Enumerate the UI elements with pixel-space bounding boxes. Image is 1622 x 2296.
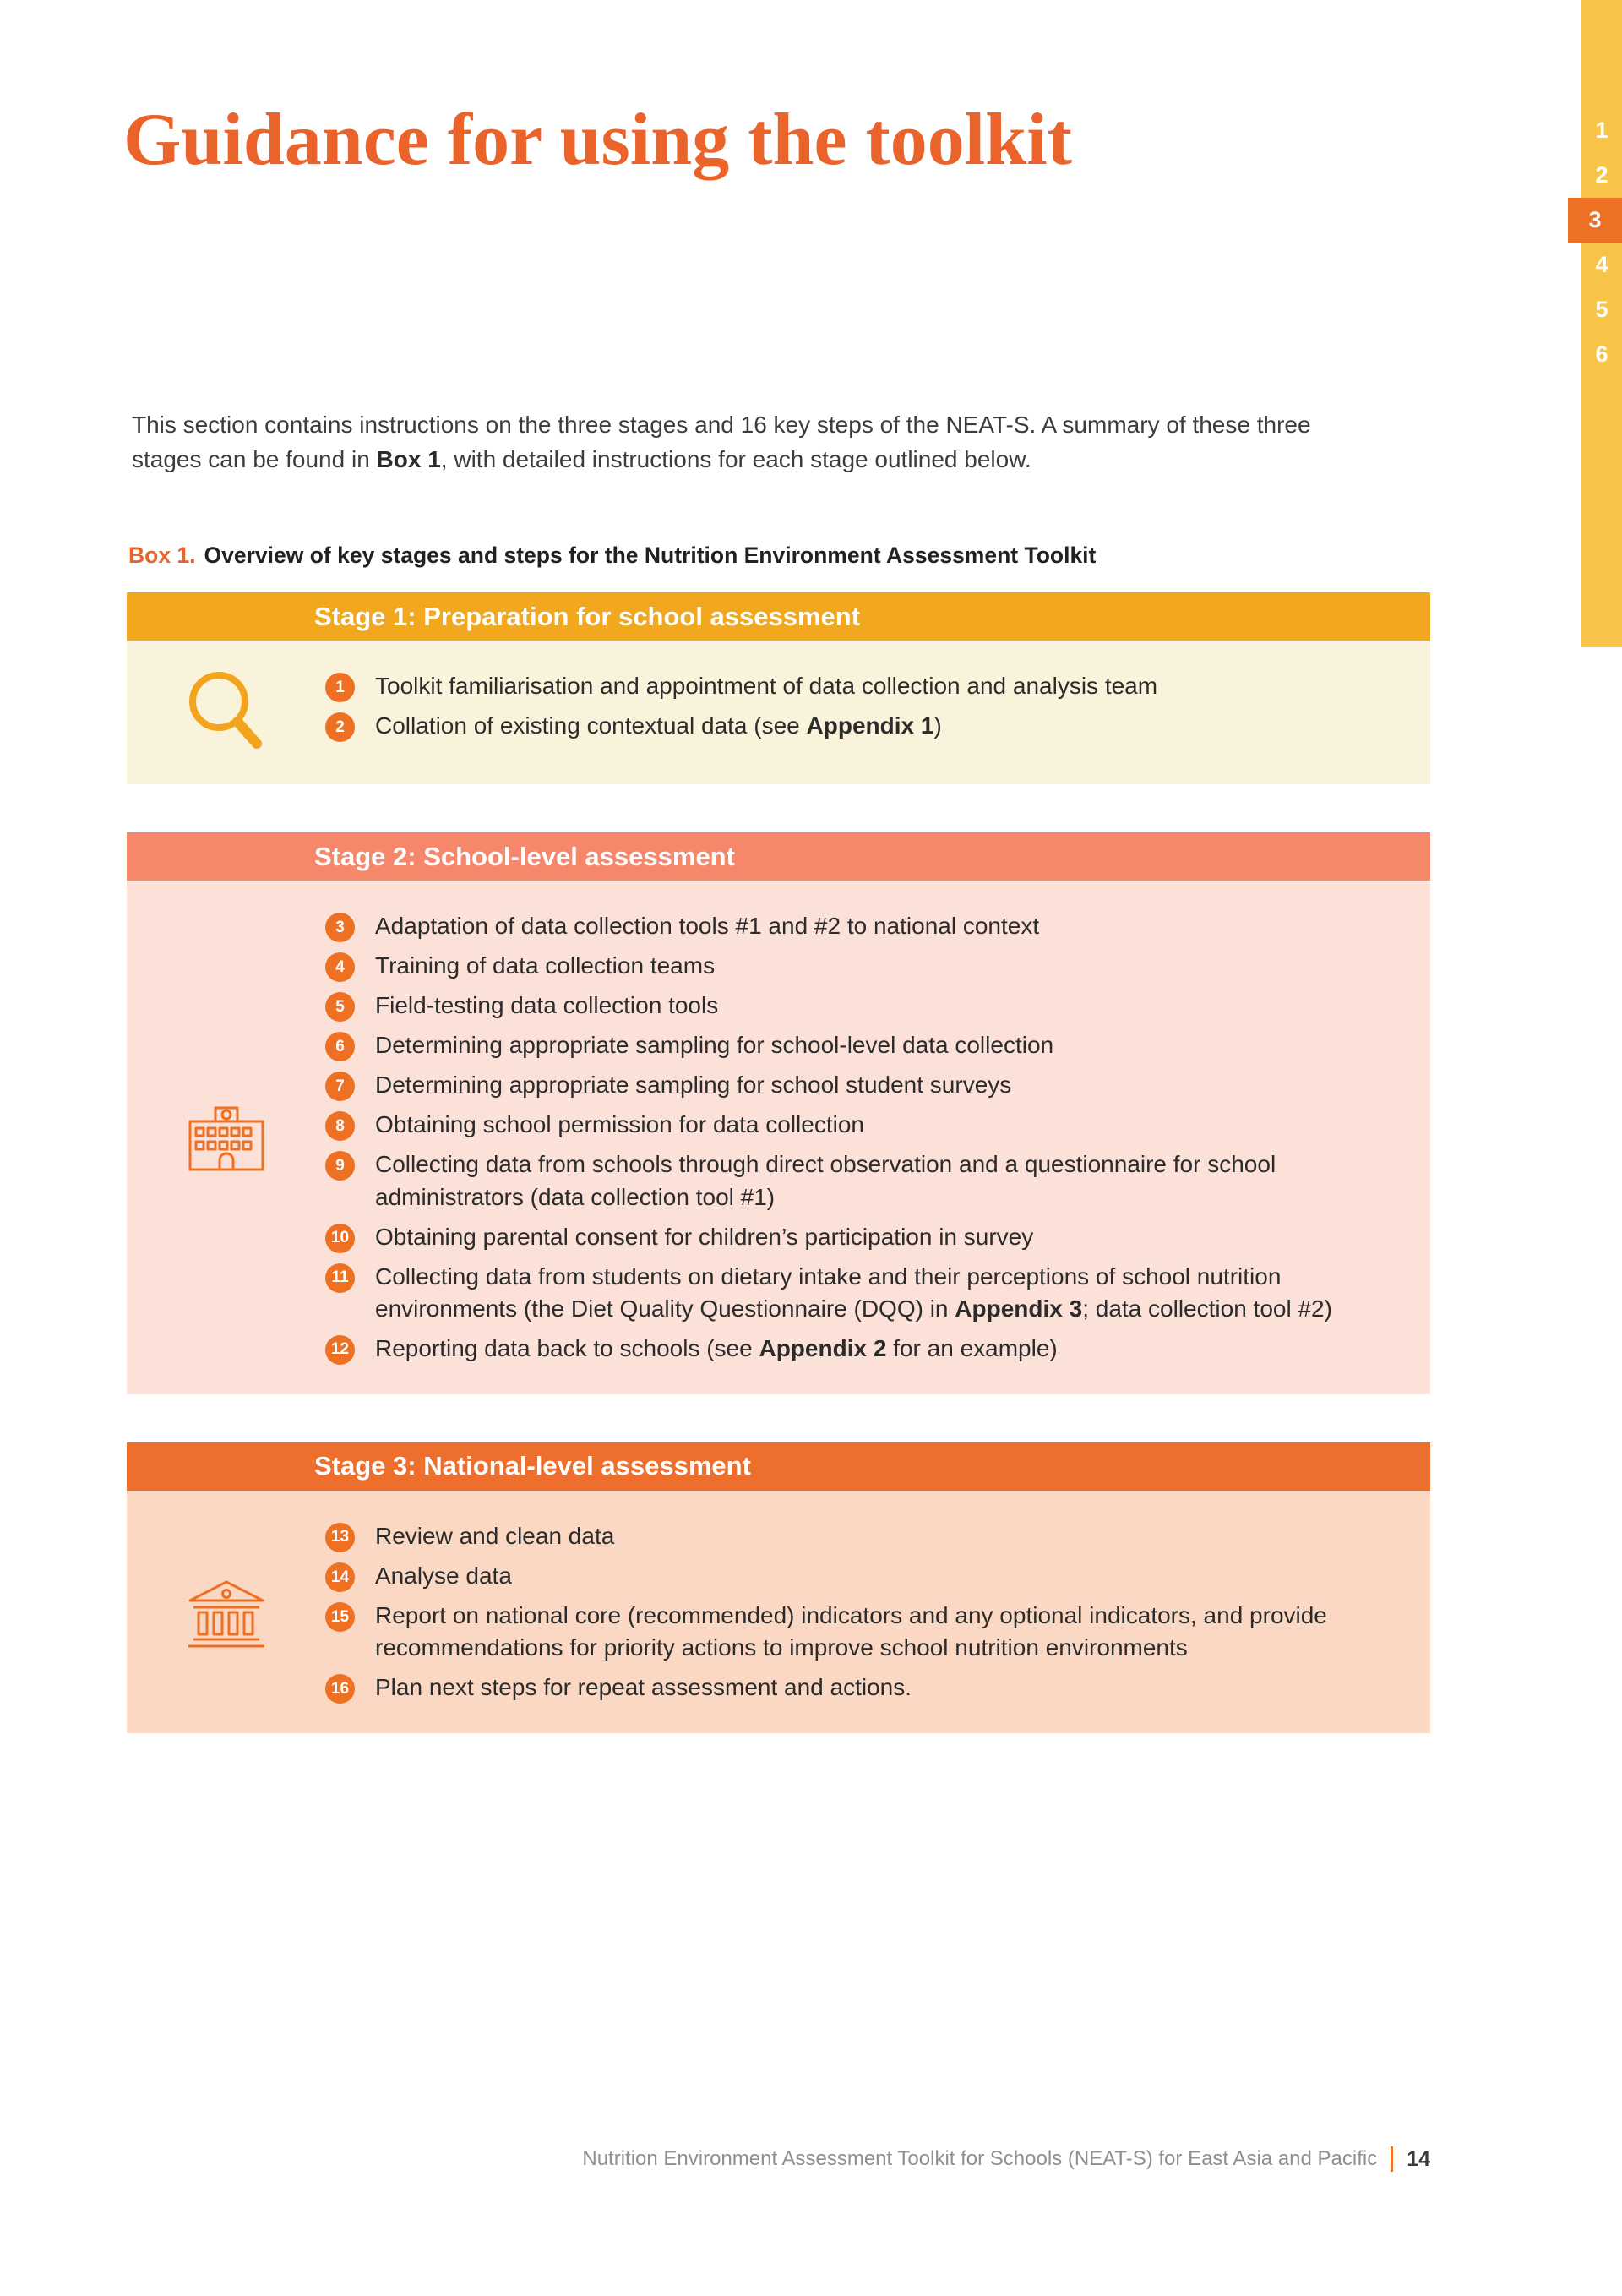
step-number: 8 <box>325 1111 355 1141</box>
text: for an example) <box>886 1334 1058 1361</box>
step-text <box>375 910 1039 942</box>
page-title: Guidance for using the toolkit <box>123 99 1072 181</box>
step-item <box>325 1148 1396 1213</box>
step-item <box>325 1261 1396 1325</box>
box-caption <box>128 543 1096 569</box>
step-item <box>325 670 1396 702</box>
text: Plan next steps for repeat assessment and actions. <box>375 1674 912 1701</box>
footer <box>582 2146 1430 2172</box>
section-tab-5: 5 <box>1595 297 1608 322</box>
text: , with detailed instructions for each stage outlined below. <box>440 445 1031 472</box>
step-item <box>325 1029 1396 1061</box>
text: This section contains instructions on the three stages and 16 key steps of the NEAT-S. A summary of these three stages can be found in <box>132 412 1311 472</box>
section-tab-6: 6 <box>1595 341 1608 367</box>
section-tab-2: 2 <box>1595 162 1608 188</box>
text: Obtaining school permission for data collection <box>375 1111 864 1138</box>
step-text <box>375 670 1157 702</box>
section-tab-3: 3 <box>1568 198 1622 243</box>
bold-text: Box 1 <box>376 445 441 472</box>
text: Review and clean data <box>375 1522 615 1549</box>
step-text <box>375 1069 1011 1101</box>
stage-title: Stage 3: National-level assessment <box>314 1451 751 1481</box>
section-tab-1: 1 <box>1595 117 1608 143</box>
step-text <box>375 1148 1347 1213</box>
step-item <box>325 1520 1396 1552</box>
step-text <box>375 1600 1347 1664</box>
text: Reporting data back to schools (see <box>375 1334 759 1361</box>
step-number: 7 <box>325 1072 355 1101</box>
stage-box-2 <box>127 832 1430 1394</box>
step-list <box>325 903 1396 1372</box>
step-text <box>375 1560 512 1592</box>
footer-divider <box>1391 2146 1393 2172</box>
text: Collation of existing contextual data (see <box>375 712 807 739</box>
text: ; data collection tool #2) <box>1082 1295 1332 1322</box>
text: Obtaining parental consent for children’s participation in survey <box>375 1223 1034 1250</box>
page-number: 14 <box>1407 2146 1430 2171</box>
bank-icon <box>127 1513 325 1711</box>
step-list <box>325 663 1396 762</box>
step-text <box>375 1672 912 1704</box>
step-item <box>325 1221 1396 1253</box>
stage-header-2 <box>127 832 1430 881</box>
text: Field-testing data collection tools <box>375 992 719 1019</box>
magnifier-icon <box>127 663 325 762</box>
text: Training of data collection teams <box>375 952 716 979</box>
step-item <box>325 1560 1396 1592</box>
step-number: 14 <box>325 1562 355 1592</box>
step-text <box>375 1221 1033 1253</box>
step-list <box>325 1513 1396 1711</box>
stage-box-3 <box>127 1442 1430 1733</box>
box-caption-text: Overview of key stages and steps for the Nutrition Environment Assessment Toolkit <box>204 543 1097 568</box>
stage-body-1 <box>127 641 1430 784</box>
step-number: 11 <box>325 1263 355 1293</box>
step-text <box>375 710 942 742</box>
step-item <box>325 1600 1396 1664</box>
stage-title: Stage 1: Preparation for school assessment <box>314 601 861 631</box>
stage-header-1 <box>127 592 1430 641</box>
text: Analyse data <box>375 1562 512 1590</box>
step-text <box>375 1261 1347 1325</box>
footer-title: Nutrition Environment Assessment Toolkit for Schools (NEAT-S) for East Asia and Pacific <box>582 2147 1378 2170</box>
step-item <box>325 910 1396 942</box>
step-item <box>325 990 1396 1022</box>
step-item <box>325 1672 1396 1704</box>
step-item <box>325 710 1396 742</box>
step-item <box>325 1333 1396 1365</box>
step-number: 4 <box>325 952 355 982</box>
stage-box-1 <box>127 592 1430 784</box>
text: Determining appropriate sampling for school student surveys <box>375 1072 1012 1099</box>
step-number: 3 <box>325 913 355 942</box>
intro-paragraph <box>132 408 1374 477</box>
step-text <box>375 990 718 1022</box>
step-number: 1 <box>325 673 355 702</box>
step-text <box>375 1029 1053 1061</box>
text: Adaptation of data collection tools #1 and #2 to national context <box>375 913 1040 939</box>
step-item <box>325 950 1396 982</box>
stage-title: Stage 2: School-level assessment <box>314 841 735 871</box>
text: Collecting data from schools through direct observation and a questionnaire for school administrators (data collection tool #1) <box>375 1151 1276 1210</box>
text: Collecting data from students on dietary intake and their perceptions of school nutrition environments (the Diet Quality Questionnaire (DQQ) in <box>375 1263 1282 1322</box>
step-text <box>375 1109 864 1141</box>
section-tab-4: 4 <box>1595 252 1608 277</box>
step-text <box>375 1333 1058 1365</box>
text: Report on national core (recommended) indicators and any optional indicators, and provide recommendations for priority actions to improve school nutrition environments <box>375 1602 1327 1661</box>
text: Toolkit familiarisation and appointment of data collection and analysis team <box>375 673 1158 699</box>
school-icon <box>127 903 325 1372</box>
text: ) <box>933 712 942 739</box>
stage-body-2 <box>127 881 1430 1394</box>
bold-text: Appendix 1 <box>806 712 934 739</box>
step-item <box>325 1109 1396 1141</box>
section-tab-strip <box>1581 0 1622 647</box>
step-number: 10 <box>325 1224 355 1253</box>
step-item <box>325 1069 1396 1101</box>
bold-text: Appendix 3 <box>955 1295 1083 1322</box>
step-number: 5 <box>325 992 355 1022</box>
text: Determining appropriate sampling for school-level data collection <box>375 1032 1054 1059</box>
stage-body-3 <box>127 1491 1430 1733</box>
step-number: 9 <box>325 1151 355 1181</box>
step-number: 16 <box>325 1674 355 1704</box>
step-text <box>375 950 715 982</box>
step-text <box>375 1520 614 1552</box>
step-number: 15 <box>325 1602 355 1632</box>
box-caption-prefix: Box 1. <box>128 543 196 568</box>
step-number: 12 <box>325 1335 355 1365</box>
step-number: 6 <box>325 1032 355 1061</box>
step-number: 2 <box>325 712 355 742</box>
bold-text: Appendix 2 <box>759 1334 887 1361</box>
stages <box>127 592 1430 1781</box>
step-number: 13 <box>325 1523 355 1552</box>
stage-header-3 <box>127 1442 1430 1491</box>
